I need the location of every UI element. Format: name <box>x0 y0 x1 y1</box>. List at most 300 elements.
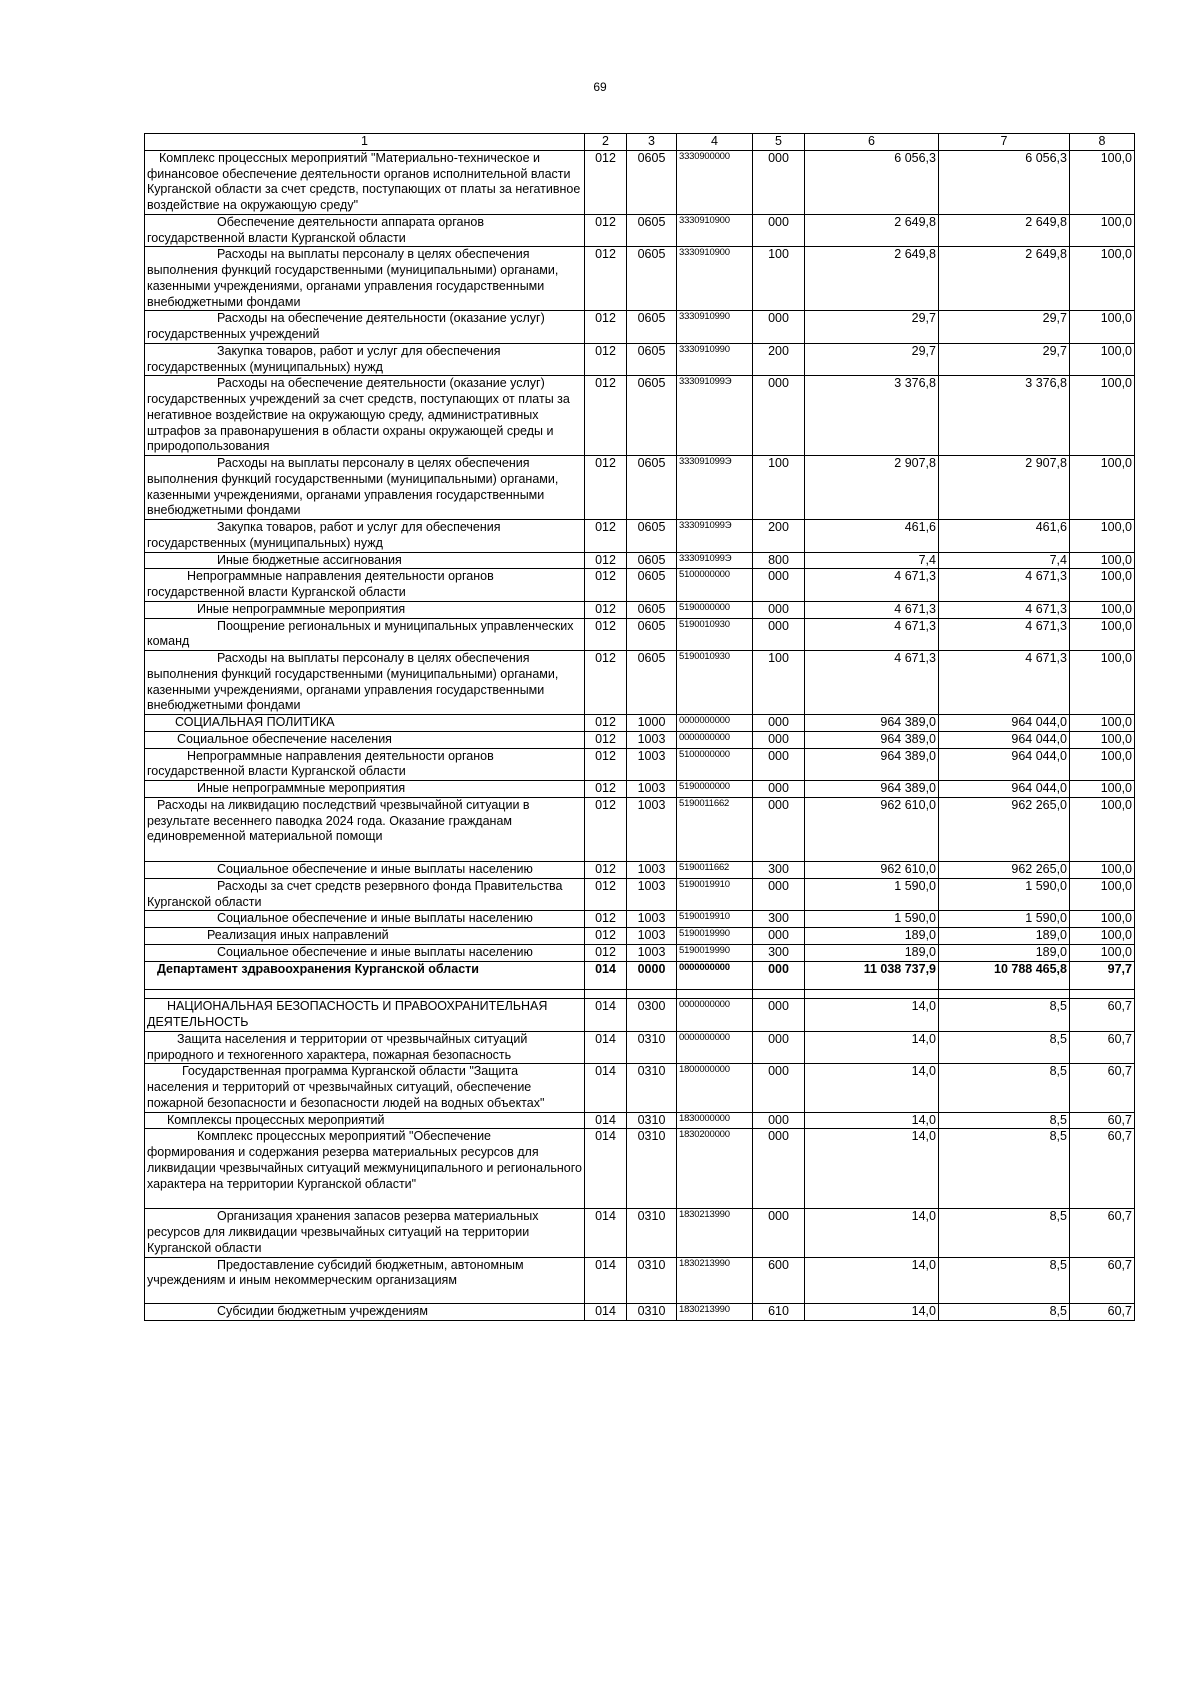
table-row <box>145 911 1135 928</box>
expense-name <box>145 999 585 1032</box>
section-code: 0605 <box>627 150 677 214</box>
execution-percent: 100,0 <box>1070 781 1135 798</box>
planned-amount: 962 610,0 <box>805 797 939 861</box>
expense-name-text: Субсидии бюджетным учреждениям <box>217 1304 428 1318</box>
budget-code: 012 <box>585 214 627 247</box>
execution-percent: 60,7 <box>1070 999 1135 1032</box>
budget-code: 012 <box>585 552 627 569</box>
column-header: 8 <box>1070 134 1135 151</box>
expense-type-code: 000 <box>753 601 805 618</box>
planned-amount: 14,0 <box>805 999 939 1032</box>
target-article-code: 0000000000 <box>677 1031 753 1064</box>
expense-name-text: Социальное обеспечение и иные выплаты населению <box>217 911 533 926</box>
expense-type-code: 000 <box>753 1064 805 1112</box>
budget-code: 012 <box>585 928 627 945</box>
expense-name-text: Комплекс процессных мероприятий "Обеспечение формирования и содержания резерва материальных ресурсов для ликвидации чрезвычайных ситуаций межмуниципального и регионального характера на территории Курганской области" <box>147 1129 582 1191</box>
target-article-code: 3330910900 <box>677 247 753 311</box>
expense-type-code: 000 <box>753 781 805 798</box>
expense-name <box>145 781 585 798</box>
planned-amount: 962 610,0 <box>805 862 939 879</box>
target-article-code: 333091099Э <box>677 520 753 553</box>
planned-amount: 1 590,0 <box>805 911 939 928</box>
section-code: 1003 <box>627 797 677 861</box>
section-code: 0605 <box>627 456 677 520</box>
budget-code: 012 <box>585 911 627 928</box>
executed-amount: 2 649,8 <box>939 247 1070 311</box>
target-article-code: 3330910990 <box>677 311 753 344</box>
budget-code: 012 <box>585 569 627 602</box>
budget-code: 012 <box>585 150 627 214</box>
table-row <box>145 781 1135 798</box>
expense-type-code: 100 <box>753 651 805 715</box>
expense-name-text: Расходы на ликвидацию последствий чрезвычайной ситуации в результате весеннего паводка 2024 года. Оказание гражданам единовременной материальной помощи <box>147 797 530 844</box>
execution-percent: 100,0 <box>1070 731 1135 748</box>
table-row <box>145 569 1135 602</box>
expense-name-text: Закупка товаров, работ и услуг для обеспечения государственных (муниципальных) нужд <box>147 343 501 374</box>
section-code: 1003 <box>627 944 677 961</box>
target-article-code: 3330910900 <box>677 214 753 247</box>
expense-name-text: НАЦИОНАЛЬНАЯ БЕЗОПАСНОСТЬ И ПРАВООХРАНИТЕЛЬНАЯ ДЕЯТЕЛЬНОСТЬ <box>147 999 548 1029</box>
table-row <box>145 961 1135 990</box>
expense-type-code: 300 <box>753 944 805 961</box>
table-row <box>145 376 1135 456</box>
expense-type-code: 600 <box>753 1257 805 1304</box>
target-article-code: 5190010930 <box>677 618 753 651</box>
expense-type-code: 000 <box>753 731 805 748</box>
planned-amount: 3 376,8 <box>805 376 939 456</box>
execution-percent: 100,0 <box>1070 601 1135 618</box>
column-header: 4 <box>677 134 753 151</box>
expense-name <box>145 1209 585 1257</box>
table-row <box>145 150 1135 214</box>
planned-amount: 14,0 <box>805 1031 939 1064</box>
target-article-code: 0000000000 <box>677 731 753 748</box>
expense-type-code: 300 <box>753 862 805 879</box>
expense-type-code: 000 <box>753 1129 805 1209</box>
target-article-code: 0000000000 <box>677 715 753 732</box>
budget-code: 012 <box>585 618 627 651</box>
expense-name-text: Организация хранения запасов резерва материальных ресурсов для ликвидации чрезвычайных ситуаций на территории Курганской области <box>147 1209 539 1255</box>
expense-name <box>145 214 585 247</box>
expense-name-text: Расходы на выплаты персоналу в целях обеспечения выполнения функций государственными (муниципальными) органами, казенными учреждениями, органами управления государственными внебюджетными фондами <box>147 456 559 518</box>
execution-percent: 100,0 <box>1070 376 1135 456</box>
budget-code: 012 <box>585 343 627 376</box>
target-article-code: 1830213990 <box>677 1304 753 1321</box>
budget-code: 014 <box>585 1031 627 1064</box>
execution-percent: 60,7 <box>1070 1209 1135 1257</box>
execution-percent: 100,0 <box>1070 928 1135 945</box>
execution-percent: 100,0 <box>1070 862 1135 879</box>
expense-name-text: Поощрение региональных и муниципальных управленческих команд <box>147 618 574 649</box>
expense-name <box>145 601 585 618</box>
expense-type-code: 000 <box>753 961 805 990</box>
planned-amount: 4 671,3 <box>805 618 939 651</box>
budget-code: 014 <box>585 1129 627 1209</box>
table-row <box>145 456 1135 520</box>
table-row <box>145 731 1135 748</box>
expense-type-code: 100 <box>753 456 805 520</box>
planned-amount: 2 649,8 <box>805 214 939 247</box>
table-row <box>145 552 1135 569</box>
expense-name-text: Социальное обеспечение и иные выплаты населению <box>217 862 533 876</box>
budget-code: 012 <box>585 456 627 520</box>
table-row <box>145 1112 1135 1129</box>
execution-percent: 100,0 <box>1070 618 1135 651</box>
execution-percent: 60,7 <box>1070 1257 1135 1304</box>
executed-amount: 189,0 <box>939 928 1070 945</box>
expense-name <box>145 731 585 748</box>
section-code: 0310 <box>627 1304 677 1321</box>
section-code: 0605 <box>627 552 677 569</box>
execution-percent: 60,7 <box>1070 1031 1135 1064</box>
executed-amount: 2 649,8 <box>939 214 1070 247</box>
execution-percent: 100,0 <box>1070 456 1135 520</box>
execution-percent: 100,0 <box>1070 651 1135 715</box>
expense-name-text: Расходы на обеспечение деятельности (оказание услуг) государственных учреждений за счет средств, поступающих от платы за негативное воздействие на окружающую среду, административных штрафов за правонарушения в области охраны окружающей среды и природопользования <box>147 376 570 454</box>
executed-amount: 964 044,0 <box>939 781 1070 798</box>
table-row <box>145 999 1135 1032</box>
expense-name <box>145 862 585 879</box>
section-code: 0605 <box>627 376 677 456</box>
planned-amount: 11 038 737,9 <box>805 961 939 990</box>
executed-amount: 8,5 <box>939 1209 1070 1257</box>
section-code: 0605 <box>627 651 677 715</box>
executed-amount: 8,5 <box>939 1112 1070 1129</box>
expense-type-code: 200 <box>753 520 805 553</box>
expense-name <box>145 618 585 651</box>
expense-name-text: Иные непрограммные мероприятия <box>197 601 406 616</box>
table-row <box>145 797 1135 861</box>
budget-code: 014 <box>585 961 627 990</box>
empty-cell <box>585 990 627 999</box>
executed-amount: 8,5 <box>939 999 1070 1032</box>
section-code: 0310 <box>627 1112 677 1129</box>
expense-name-text: Расходы на выплаты персоналу в целях обеспечения выполнения функций государственными (муниципальными) органами, казенными учреждениями, органами управления государственными внебюджетными фондами <box>147 651 559 713</box>
expense-name-text: Обеспечение деятельности аппарата органов государственной власти Курганской области <box>147 214 484 245</box>
execution-percent: 100,0 <box>1070 944 1135 961</box>
section-code: 1003 <box>627 748 677 781</box>
execution-percent: 100,0 <box>1070 214 1135 247</box>
planned-amount: 964 389,0 <box>805 715 939 732</box>
empty-cell <box>753 990 805 999</box>
expense-type-code: 000 <box>753 311 805 344</box>
column-header: 3 <box>627 134 677 151</box>
budget-code: 014 <box>585 1304 627 1321</box>
executed-amount: 4 671,3 <box>939 651 1070 715</box>
planned-amount: 1 590,0 <box>805 878 939 911</box>
execution-percent: 100,0 <box>1070 247 1135 311</box>
expense-type-code: 000 <box>753 376 805 456</box>
table-row <box>145 944 1135 961</box>
executed-amount: 964 044,0 <box>939 748 1070 781</box>
target-article-code: 5190010930 <box>677 651 753 715</box>
executed-amount: 10 788 465,8 <box>939 961 1070 990</box>
column-header: 7 <box>939 134 1070 151</box>
budget-code: 012 <box>585 376 627 456</box>
expense-name <box>145 343 585 376</box>
target-article-code: 5190019990 <box>677 928 753 945</box>
expense-name-text: Расходы за счет средств резервного фонда Правительства Курганской области <box>147 878 563 909</box>
target-article-code: 0000000000 <box>677 961 753 990</box>
empty-cell <box>145 990 585 999</box>
expense-name-text: Непрограммные направления деятельности органов государственной власти Курганской области <box>147 569 494 599</box>
planned-amount: 14,0 <box>805 1064 939 1112</box>
expense-name-text: Предоставление субсидий бюджетным, автономным учреждениям и иным некоммерческим организациям <box>147 1257 524 1288</box>
section-code: 0605 <box>627 247 677 311</box>
budget-table <box>144 133 1135 1321</box>
table-row <box>145 1209 1135 1257</box>
section-code: 0605 <box>627 311 677 344</box>
section-code: 1003 <box>627 862 677 879</box>
execution-percent: 100,0 <box>1070 150 1135 214</box>
column-header: 1 <box>145 134 585 151</box>
execution-percent: 100,0 <box>1070 552 1135 569</box>
planned-amount: 14,0 <box>805 1209 939 1257</box>
column-header: 6 <box>805 134 939 151</box>
expense-name-text: СОЦИАЛЬНАЯ ПОЛИТИКА <box>175 715 335 729</box>
target-article-code: 3330900000 <box>677 150 753 214</box>
execution-percent: 60,7 <box>1070 1064 1135 1112</box>
execution-percent: 100,0 <box>1070 311 1135 344</box>
expense-name-text: Государственная программа Курганской области "Защита населения и территорий от чрезвычайных ситуаций, обеспечение пожарной безопасности и безопасности людей на водных объектах" <box>147 1064 545 1110</box>
expense-type-code: 000 <box>753 748 805 781</box>
target-article-code: 5100000000 <box>677 569 753 602</box>
executed-amount: 964 044,0 <box>939 715 1070 732</box>
expense-type-code: 200 <box>753 343 805 376</box>
expense-name <box>145 715 585 732</box>
budget-code: 014 <box>585 999 627 1032</box>
budget-code: 012 <box>585 731 627 748</box>
execution-percent: 100,0 <box>1070 569 1135 602</box>
section-code: 0310 <box>627 1031 677 1064</box>
expense-type-code: 000 <box>753 999 805 1032</box>
executed-amount: 4 671,3 <box>939 618 1070 651</box>
expense-type-code: 000 <box>753 797 805 861</box>
section-code: 0605 <box>627 569 677 602</box>
section-code: 0310 <box>627 1209 677 1257</box>
executed-amount: 8,5 <box>939 1304 1070 1321</box>
execution-percent: 60,7 <box>1070 1129 1135 1209</box>
expense-type-code: 610 <box>753 1304 805 1321</box>
expense-type-code: 000 <box>753 214 805 247</box>
table-row <box>145 651 1135 715</box>
expense-name <box>145 1257 585 1304</box>
budget-code: 012 <box>585 862 627 879</box>
budget-code: 012 <box>585 247 627 311</box>
table-row <box>145 878 1135 911</box>
executed-amount: 189,0 <box>939 944 1070 961</box>
expense-name <box>145 961 585 990</box>
budget-code: 012 <box>585 797 627 861</box>
execution-percent: 100,0 <box>1070 797 1135 861</box>
table-row <box>145 715 1135 732</box>
executed-amount: 7,4 <box>939 552 1070 569</box>
section-code: 0605 <box>627 214 677 247</box>
target-article-code: 333091099Э <box>677 376 753 456</box>
executed-amount: 461,6 <box>939 520 1070 553</box>
expense-name <box>145 1304 585 1321</box>
planned-amount: 4 671,3 <box>805 601 939 618</box>
expense-name-text: Защита населения и территории от чрезвычайных ситуаций природного и техногенного характера, пожарная безопасность <box>147 1031 528 1062</box>
expense-name <box>145 911 585 928</box>
section-code: 1003 <box>627 911 677 928</box>
table-body <box>145 150 1135 1320</box>
expense-name <box>145 878 585 911</box>
executed-amount: 3 376,8 <box>939 376 1070 456</box>
section-code: 1003 <box>627 928 677 945</box>
execution-percent: 100,0 <box>1070 748 1135 781</box>
table-row <box>145 311 1135 344</box>
expense-name-text: Иные непрограммные мероприятия <box>197 781 406 795</box>
budget-code: 012 <box>585 311 627 344</box>
execution-percent: 100,0 <box>1070 715 1135 732</box>
budget-code: 012 <box>585 651 627 715</box>
planned-amount: 189,0 <box>805 928 939 945</box>
column-header: 5 <box>753 134 805 151</box>
budget-code: 012 <box>585 748 627 781</box>
expense-name-text: Социальное обеспечение и иные выплаты населению <box>217 944 533 959</box>
expense-name <box>145 944 585 961</box>
table-row <box>145 1257 1135 1304</box>
expense-type-code: 000 <box>753 715 805 732</box>
page-number: 69 <box>593 80 607 94</box>
planned-amount: 14,0 <box>805 1257 939 1304</box>
empty-cell <box>627 990 677 999</box>
expense-name <box>145 651 585 715</box>
expense-name-text: Закупка товаров, работ и услуг для обеспечения государственных (муниципальных) нужд <box>147 520 501 550</box>
empty-cell <box>805 990 939 999</box>
target-article-code: 5190011662 <box>677 797 753 861</box>
table-row <box>145 1031 1135 1064</box>
planned-amount: 6 056,3 <box>805 150 939 214</box>
expense-name <box>145 1031 585 1064</box>
empty-cell <box>677 990 753 999</box>
section-code: 1003 <box>627 731 677 748</box>
target-article-code: 5190011662 <box>677 862 753 879</box>
executed-amount: 1 590,0 <box>939 911 1070 928</box>
expense-name <box>145 928 585 945</box>
executed-amount: 8,5 <box>939 1257 1070 1304</box>
section-code: 0605 <box>627 618 677 651</box>
execution-percent: 97,7 <box>1070 961 1135 990</box>
budget-code: 012 <box>585 601 627 618</box>
expense-name-text: Реализация иных направлений <box>207 928 389 942</box>
table-row <box>145 748 1135 781</box>
executed-amount: 29,7 <box>939 343 1070 376</box>
executed-amount: 962 265,0 <box>939 797 1070 861</box>
execution-percent: 60,7 <box>1070 1304 1135 1321</box>
planned-amount: 7,4 <box>805 552 939 569</box>
target-article-code: 1830213990 <box>677 1257 753 1304</box>
execution-percent: 100,0 <box>1070 520 1135 553</box>
expense-type-code: 000 <box>753 1112 805 1129</box>
expense-type-code: 000 <box>753 569 805 602</box>
budget-code: 012 <box>585 520 627 553</box>
expense-name <box>145 1129 585 1209</box>
expense-type-code: 000 <box>753 618 805 651</box>
table-row <box>145 1304 1135 1321</box>
section-code: 0310 <box>627 1129 677 1209</box>
target-article-code: 5100000000 <box>677 748 753 781</box>
executed-amount: 6 056,3 <box>939 150 1070 214</box>
section-code: 0605 <box>627 343 677 376</box>
expense-type-code: 000 <box>753 1031 805 1064</box>
target-article-code: 1830200000 <box>677 1129 753 1209</box>
expense-type-code: 000 <box>753 878 805 911</box>
section-code: 0300 <box>627 999 677 1032</box>
execution-percent: 100,0 <box>1070 878 1135 911</box>
column-header: 2 <box>585 134 627 151</box>
execution-percent: 60,7 <box>1070 1112 1135 1129</box>
target-article-code: 3330910990 <box>677 343 753 376</box>
expense-name-text: Иные бюджетные ассигнования <box>217 552 402 567</box>
expense-name-text: Расходы на выплаты персоналу в целях обеспечения выполнения функций государственными (муниципальными) органами, казенными учреждениями, органами управления государственными внебюджетными фондами <box>147 247 559 309</box>
expense-name <box>145 520 585 553</box>
executed-amount: 4 671,3 <box>939 569 1070 602</box>
table-row <box>145 928 1135 945</box>
spacer-row <box>145 990 1135 999</box>
empty-cell <box>939 990 1070 999</box>
expense-name-text: Социальное обеспечение населения <box>177 731 392 746</box>
table-row <box>145 1064 1135 1112</box>
target-article-code: 1800000000 <box>677 1064 753 1112</box>
target-article-code: 333091099Э <box>677 552 753 569</box>
executed-amount: 4 671,3 <box>939 601 1070 618</box>
target-article-code: 5190000000 <box>677 601 753 618</box>
expense-name-text: Комплекс процессных мероприятий "Материально-техническое и финансовое обеспечение деятельности органов исполнительной власти Курганской области за счет средств, поступающих от платы за негативное воздействие на окружающую среду" <box>147 150 581 212</box>
planned-amount: 2 649,8 <box>805 247 939 311</box>
target-article-code: 1830213990 <box>677 1209 753 1257</box>
column-header-row <box>145 134 1135 151</box>
expense-name <box>145 376 585 456</box>
planned-amount: 14,0 <box>805 1304 939 1321</box>
target-article-code: 5190000000 <box>677 781 753 798</box>
table-row <box>145 601 1135 618</box>
empty-cell <box>1070 990 1135 999</box>
expense-name-text: Непрограммные направления деятельности органов государственной власти Курганской области <box>147 748 494 779</box>
expense-type-code: 000 <box>753 928 805 945</box>
target-article-code: 5190019910 <box>677 878 753 911</box>
expense-type-code: 000 <box>753 1209 805 1257</box>
planned-amount: 14,0 <box>805 1129 939 1209</box>
planned-amount: 14,0 <box>805 1112 939 1129</box>
table-row <box>145 214 1135 247</box>
expense-name <box>145 247 585 311</box>
budget-code: 014 <box>585 1209 627 1257</box>
budget-code: 012 <box>585 715 627 732</box>
table-row <box>145 520 1135 553</box>
executed-amount: 962 265,0 <box>939 862 1070 879</box>
planned-amount: 29,7 <box>805 311 939 344</box>
budget-code: 014 <box>585 1112 627 1129</box>
expense-name <box>145 748 585 781</box>
planned-amount: 461,6 <box>805 520 939 553</box>
expense-type-code: 100 <box>753 247 805 311</box>
expense-name <box>145 150 585 214</box>
section-code: 0310 <box>627 1257 677 1304</box>
executed-amount: 2 907,8 <box>939 456 1070 520</box>
expense-name <box>145 456 585 520</box>
table-row <box>145 1129 1135 1209</box>
target-article-code: 0000000000 <box>677 999 753 1032</box>
planned-amount: 4 671,3 <box>805 651 939 715</box>
target-article-code: 5190019990 <box>677 944 753 961</box>
executed-amount: 8,5 <box>939 1064 1070 1112</box>
table-row <box>145 343 1135 376</box>
expense-name-text: Расходы на обеспечение деятельности (оказание услуг) государственных учреждений <box>147 311 545 341</box>
planned-amount: 29,7 <box>805 343 939 376</box>
expense-name <box>145 569 585 602</box>
